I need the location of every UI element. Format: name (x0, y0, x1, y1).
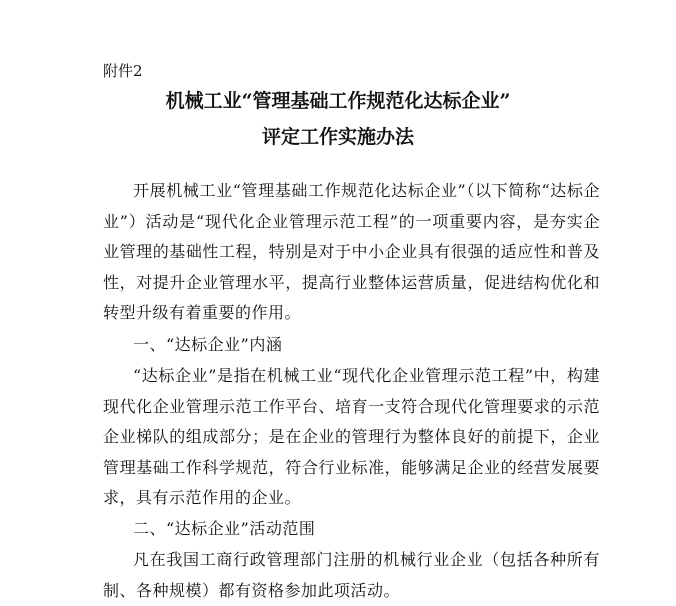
document-title-line-2: 评定工作实施办法 (261, 126, 414, 148)
section-2-heading: 二、“达标企业”活动范围 (133, 519, 316, 538)
document-title-line-1: 机械工业“管理基础工作规范化达标企业” (165, 90, 511, 112)
attachment-label: 附件2 (103, 62, 143, 80)
section-1-heading: 一、“达标企业”内涵 (133, 335, 283, 354)
section-2-paragraph: 凡在我国工商行政管理部门注册的机械行业企业（包括各种所有制、各种规模）都有资格参加此项活动。 (103, 550, 600, 600)
intro-paragraph: 开展机械工业“管理基础工作规范化达标企业”（以下简称“达标企业”）活动是“现代化企业管理示范工程”的一项重要内容，是夯实企业管理的基础性工程，特别是对于中小企业具有很强的适应性和普及性，对提升企业管理水平，提高行业整体运营质量，促进结构优化和转型升级有着重要的作用。 (103, 181, 600, 322)
section-1-paragraph: “达标企业”是指在机械工业“现代化企业管理示范工程”中，构建现代化企业管理示范工作平台、培育一支符合现代化管理要求的示范企业梯队的组成部分；是在企业的管理行为整体良好的前提下，企业管理基础工作科学规范，符合行业标准，能够满足企业的经营发展要求，具有示范作用的企业。 (103, 366, 600, 507)
